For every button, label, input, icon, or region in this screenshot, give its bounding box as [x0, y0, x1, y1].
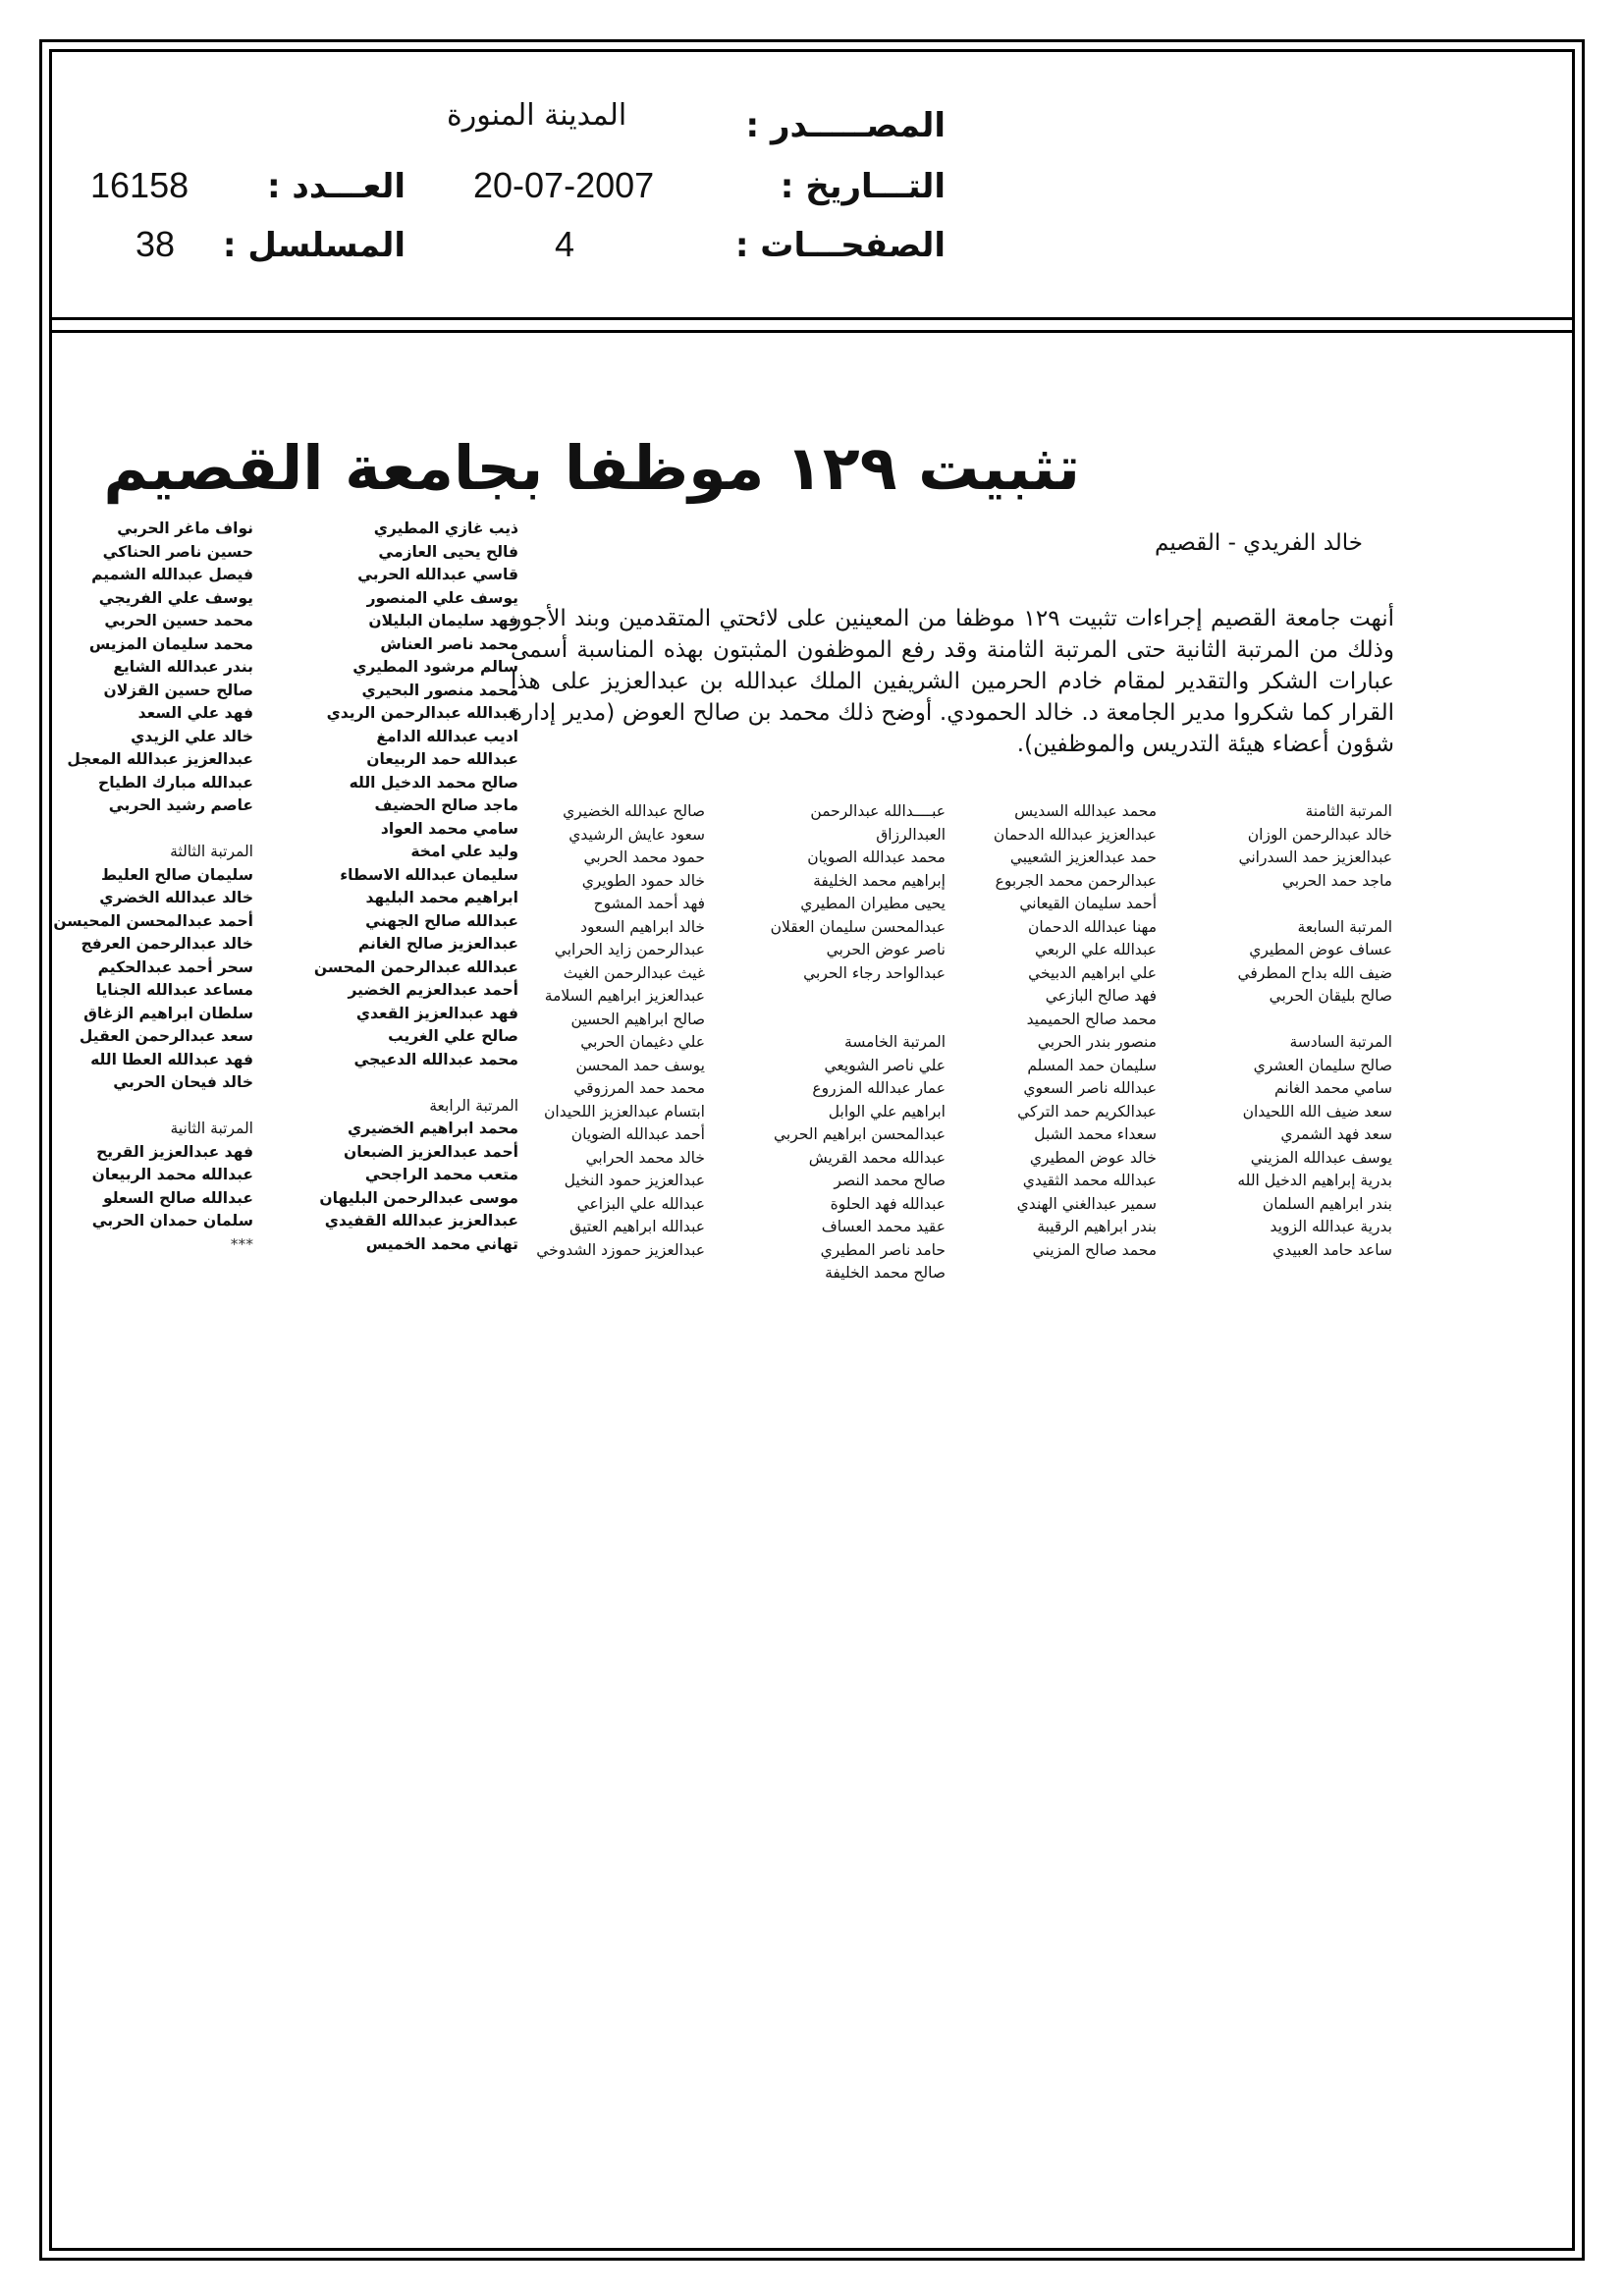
employee-name: سلمان حمدان الحربي — [91, 1212, 253, 1230]
employee-name: نواف ماغر الحربي — [117, 519, 253, 537]
employee-name: ابتسام عبدالعزيز اللحيدان — [544, 1102, 705, 1121]
employee-name: محمد صالح المزيني — [1032, 1240, 1157, 1259]
employee-name: ضيف الله بداح المطرفي — [1237, 963, 1392, 982]
employee-name: أحمد عبدالله الضويان — [570, 1125, 705, 1143]
employee-name: أحمد عبدالعزيز الضبعان — [343, 1142, 518, 1161]
employee-name: صالح ابراهيم الحسين — [570, 1010, 705, 1028]
employee-name: عقيد محمد العساف — [821, 1218, 946, 1235]
employee-name: عاصم رشيد الحربي — [108, 796, 253, 814]
employee-name: محمد عبدالله الصويان — [807, 848, 946, 866]
employee-name: سحر أحمد عبدالحكيم — [97, 957, 253, 976]
employee-name: تهاني محمد الخميس — [365, 1234, 518, 1253]
source-label: المصـــــدر : — [745, 106, 946, 145]
header-divider — [49, 317, 1575, 320]
employee-name: عمار عبدالله المزروع — [812, 1079, 946, 1097]
employee-name: أحمد عبدالمحسن المحيسن — [53, 911, 253, 930]
employee-name: مساعد عبدالله الجنايا — [95, 981, 253, 999]
employee-name: سمير عبدالغني الهندي — [1016, 1194, 1157, 1213]
employee-name: سعود عايش الرشيدي — [568, 825, 705, 844]
employee-name: صالح محمد الخليفة — [825, 1264, 946, 1282]
employee-name: عبدالله فهد الحلوة — [830, 1194, 946, 1213]
employee-name — [771, 985, 946, 1009]
employee-name: عبدالعزيز حمود النخيل — [564, 1172, 705, 1189]
header-divider-2 — [49, 330, 1575, 333]
employee-name: صالح علي الغريب — [388, 1027, 518, 1045]
employee-name: عبدالله محمد الربيعان — [91, 1166, 253, 1183]
employee-name: بدرية إبراهيم الدخيل الله — [1237, 1172, 1392, 1189]
employee-name — [1237, 1009, 1392, 1032]
employee-name: فهد عبدالعزيز القعدي — [355, 1004, 518, 1022]
employee-name — [53, 1095, 253, 1119]
rank-heading: المرتبة السادسة — [1289, 1033, 1392, 1051]
employee-name: فهد سليمان البليلان — [368, 612, 518, 629]
employee-name: محمد منصور البحيري — [361, 681, 518, 699]
employee-name: مهنا عبدالله الدحمان — [1027, 917, 1157, 936]
rank-heading: المرتبة الثامنة — [1305, 802, 1392, 820]
employee-name: محمد عبدالله الدعيجي — [353, 1050, 518, 1068]
employee-name: عبدالله محمد القريش — [808, 1148, 946, 1167]
employee-name: بندر ابراهيم السلمان — [1262, 1194, 1392, 1213]
employee-name: حامد ناصر المطيري — [820, 1240, 946, 1259]
employee-name — [53, 818, 253, 842]
employee-name: صالح محمد الدخيل الله — [349, 773, 518, 792]
employee-name: عبدالله عبدالرحمن المحسن — [313, 957, 518, 976]
article-byline: خالد الفريدي - القصيم — [1155, 530, 1363, 556]
issue-value: 16158 — [90, 165, 189, 205]
employee-name: حسين ناصر الحناكي — [102, 542, 253, 561]
employee-name: صالح حسين القزلان — [103, 681, 253, 699]
names-column-3 — [771, 800, 946, 1285]
employee-name: عبدالمحسن ابراهيم الحربي — [773, 1125, 946, 1143]
employee-name: ماجد حمد الحربي — [1281, 871, 1392, 890]
employee-name: يوسف علي الفريجي — [98, 588, 253, 607]
employee-name: ساعد حامد العبيدي — [1272, 1240, 1392, 1259]
employee-name: صالح عبدالله الخضيري — [563, 802, 705, 820]
employee-name: متعب محمد الراجحي — [364, 1166, 518, 1183]
end-marker: *** — [230, 1234, 253, 1253]
employee-name: ماجد صالح الحضيف — [374, 796, 518, 814]
employee-name: اديب عبدالله الدامغ — [376, 727, 518, 745]
employee-name: محمد صالح الحميميد — [1026, 1010, 1157, 1028]
employee-name: قاسي عبدالله الحربي — [357, 566, 518, 583]
article-intro-text: أنهت جامعة القصيم إجراءات تثبيت ١٢٩ موظفا من المعينين على لائحتي المتقدمين وبند الأجور وذلك من المرتبة الثانية حتى المرتبة الثامنة وقد رفع الموظفون المثبتون بهذه المناسبة أسمى عبارات الشكر والتقدير لمقام خادم الحرمين الشريفين الملك عبدالله بن عبدالعزيز على هذا القرار كما شكروا مدير الجامعة د. خالد الحمودي. أوضح ذلك محمد بن صالح العوض (مدير إدارة شؤون أعضاء هيئة التدريس والموظفين). — [511, 606, 1395, 757]
employee-name: عبدالعزيز حمد السدراني — [1238, 848, 1392, 866]
serial-label: المسلسل : — [222, 226, 406, 265]
employee-name: عبدالمحسن سليمان العقلان — [770, 917, 946, 936]
employee-name: ذيب غازي المطيري — [373, 519, 518, 537]
employee-name: فهد أحمد المشوح — [593, 895, 705, 912]
employee-name: فهد عبدالعزيز القريح — [96, 1142, 253, 1161]
employee-name: عبدالكريم حمد التركي — [1017, 1102, 1157, 1121]
employee-name: ابراهيم محمد البليهد — [365, 889, 518, 906]
employee-name: محمد حمد المرزوقي — [573, 1079, 705, 1097]
employee-name: خالد عبدالله الخضري — [99, 889, 253, 906]
employee-name — [771, 1009, 946, 1032]
employee-name: عبدالعزيز عبدالله المعجل — [67, 750, 253, 768]
names-column-6 — [53, 518, 253, 1256]
employee-name: عبدالله صالح السعلو — [102, 1188, 253, 1207]
names-column-1 — [1237, 800, 1392, 1262]
employee-name: سالم مرشود المطيري — [352, 658, 518, 676]
employee-name: سعد ضيف الله اللحيدان — [1242, 1102, 1392, 1121]
employee-name: عبدالعزيز صالح الغانم — [357, 935, 518, 953]
employee-name: خالد عبدالرحمن الوزان — [1247, 825, 1392, 844]
employee-name: خالد محمد الحرابي — [585, 1148, 705, 1167]
employee-name: عبدالله محمد الثقيدي — [1022, 1172, 1157, 1189]
employee-name: عبدالرحمن محمد الجربوع — [995, 871, 1157, 890]
date-value: 20-07-2007 — [473, 165, 655, 205]
employee-name: فيصل عبدالله الشميم — [91, 566, 253, 583]
employee-name: علي دغيمان الحربي — [580, 1033, 705, 1051]
employee-name: أحمد عبدالعزيم الخضير — [348, 981, 518, 999]
employee-name: بندر ابراهيم الرقيبة — [1037, 1218, 1157, 1235]
employee-name: علي ابراهيم الدبيخي — [1028, 963, 1157, 982]
employee-name: سامي محمد العواد — [380, 819, 518, 838]
employee-name: سعداء محمد الشبل — [1034, 1125, 1157, 1143]
employee-name: عبدالله علي البزاعي — [576, 1194, 705, 1213]
employee-name: عساف عوض المطيري — [1249, 941, 1392, 958]
employee-name: موسى عبدالرحمن البليهان — [319, 1188, 518, 1207]
names-column-2 — [994, 800, 1157, 1262]
employee-name: عبدالله عبدالرحمن الريدي — [326, 704, 518, 722]
employee-name: فالح يحيى العازمي — [378, 542, 518, 561]
employee-name: محمد حسين الحربي — [104, 612, 253, 629]
employee-name: سعد فهد الشمري — [1280, 1125, 1392, 1143]
employee-name: خالد فيحان الحربي — [113, 1073, 253, 1091]
employee-name: يوسف علي المنصور — [366, 588, 518, 607]
employee-name: منصور بندر الحربي — [1037, 1033, 1157, 1051]
employee-name: ناصر عوض الحربي — [826, 941, 946, 958]
date-label: التـــاريخ : — [780, 167, 946, 206]
employee-name: خالد عوض المطيري — [1029, 1148, 1157, 1167]
issue-label: العـــدد : — [267, 167, 406, 206]
employee-name: عبدالله علي الربعي — [1035, 941, 1157, 958]
employee-name: عبدالله ناصر السعوي — [1023, 1079, 1157, 1097]
employee-name: عبدالواحد رجاء الحربي — [803, 963, 946, 982]
employee-name: يوسف حمد المحسن — [575, 1056, 705, 1074]
employee-name: بدرية عبدالله الزويد — [1270, 1218, 1392, 1235]
pages-value: 4 — [555, 224, 575, 264]
employee-name: غيث عبدالرحمن الغيث — [563, 963, 705, 982]
employee-name — [1237, 893, 1392, 916]
employee-name: سلطان ابراهيم الزغاق — [83, 1004, 253, 1022]
employee-name: خالد علي الزيدي — [131, 727, 253, 745]
employee-name: خالد حمود الطويري — [581, 871, 705, 890]
employee-name: محمد عبدالله السديس — [1014, 802, 1157, 820]
article-title: تثبيت ١٢٩ موظفا بجامعة القصيم — [103, 432, 1080, 504]
employee-name: سليمان عبدالله الاسطاء — [340, 865, 518, 884]
employee-name: عبدالعزيز ابراهيم السلامة — [544, 987, 705, 1005]
employee-name: عبدالرحمن زايد الحرابي — [554, 941, 705, 958]
employee-name: علي ناصر الشويعي — [824, 1056, 946, 1074]
employee-name: حمود محمد الحربي — [583, 848, 705, 866]
employee-name: حمد عبدالعزيز الشعيبي — [1009, 848, 1157, 866]
names-column-4 — [536, 800, 705, 1262]
employee-name: عبدالعزيز حموزد الشدوخي — [536, 1240, 705, 1259]
employee-name: عبدالله حمد الربيعان — [366, 750, 518, 768]
employee-name: أحمد سليمان القيعاني — [1019, 895, 1157, 912]
rank-heading: المرتبة الخامسة — [844, 1033, 946, 1051]
employee-name: فهد علي السعد — [137, 704, 253, 722]
employee-name: محمد ابراهيم الخضيري — [348, 1120, 518, 1137]
source-value: المدينة المنورة — [447, 98, 627, 133]
employee-name: خالد ابراهيم السعود — [580, 917, 705, 936]
employee-name: عبدالعزيز عبدالله الدحمان — [993, 825, 1157, 844]
employee-name: ابراهيم علي الوابل — [828, 1102, 946, 1121]
employee-name: عبــــدالله عبدالرحمن — [810, 802, 946, 820]
employee-name: عبدالله مبارك الطياح — [98, 773, 253, 792]
employee-name: سعد عبدالرحمن العقيل — [79, 1027, 253, 1045]
rank-heading: المرتبة السابعة — [1297, 917, 1392, 936]
names-column-5 — [314, 518, 518, 1256]
employee-name: صالح بليقان الحربي — [1269, 987, 1392, 1005]
employee-name: سليمان صالح العليط — [100, 865, 253, 884]
employee-name: خالد عبدالرحمن العرفج — [81, 935, 253, 953]
serial-value: 38 — [135, 224, 176, 264]
employee-name: عبدالله صالح الجهني — [365, 911, 518, 930]
employee-name: وليد علي امخة — [410, 843, 518, 860]
employee-name: بندر عبدالله الشايع — [113, 658, 253, 676]
employee-name: سليمان حمد المسلم — [1027, 1056, 1157, 1074]
rank-heading: المرتبة الثالثة — [170, 843, 253, 860]
article-intro — [511, 603, 1394, 760]
employee-name: العبدالرزاق — [876, 825, 946, 844]
employee-name: سامي محمد الغانم — [1273, 1079, 1392, 1097]
employee-name: إبراهيم محمد الخليفة — [813, 871, 946, 890]
rank-heading: المرتبة الثانية — [170, 1120, 253, 1137]
employee-name: صالح محمد النصر — [834, 1172, 946, 1189]
employee-name: محمد سليمان المزيس — [88, 634, 253, 653]
pages-label: الصفحـــات : — [734, 226, 946, 265]
employee-name: محمد ناصر العناش — [380, 634, 518, 653]
employee-name — [314, 1071, 518, 1095]
employee-name: يحيى مطيران المطيري — [800, 895, 946, 912]
employee-name: يوسف عبدالله المزيني — [1250, 1148, 1392, 1167]
employee-name: صالح سليمان العشري — [1253, 1056, 1392, 1074]
rank-heading: المرتبة الرابعة — [429, 1096, 518, 1115]
employee-name: عبدالله ابراهيم العتيق — [569, 1218, 705, 1235]
employee-name: فهد صالح البازعي — [1045, 987, 1157, 1005]
employee-name: فهد عبدالله العطا الله — [90, 1050, 253, 1068]
employee-name: عبدالعزيز عبدالله القفيدي — [324, 1212, 518, 1230]
